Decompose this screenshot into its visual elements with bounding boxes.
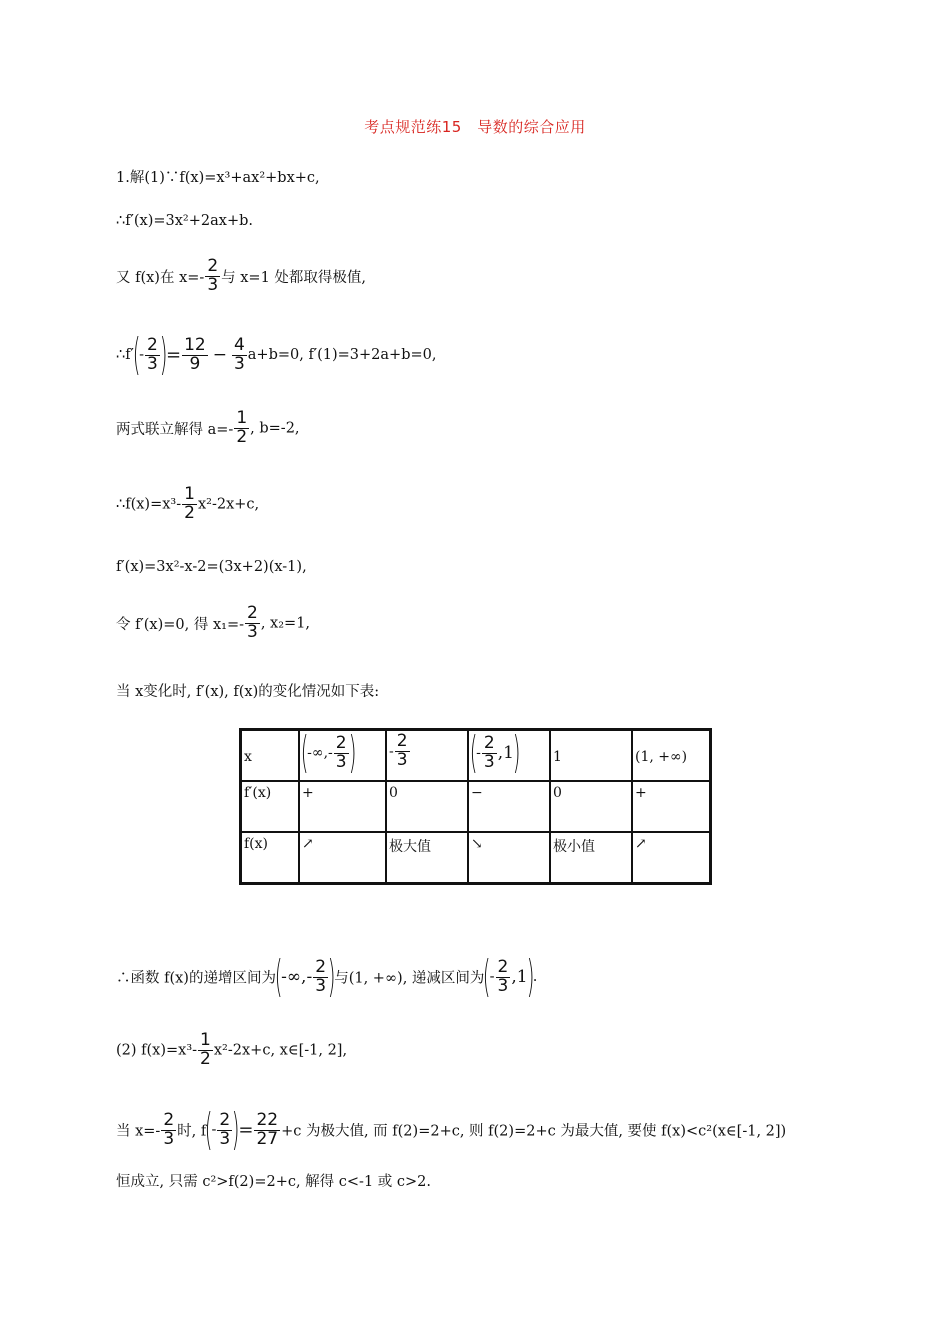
fraction (205, 258, 220, 295)
fraction (245, 605, 260, 642)
fraction (334, 732, 349, 772)
text-segment: ∴f(x)=x³- (116, 496, 182, 513)
fraction (234, 410, 249, 447)
text-segment: 两式联立解得 a=- (116, 421, 234, 438)
fraction-denominator: 3 (146, 353, 158, 374)
neg-inf-text: -∞,- (281, 967, 313, 987)
solution-line-6 (116, 486, 259, 523)
fraction-numerator: 2 (396, 731, 408, 751)
text-segment: (2) f(x)=x³- (116, 1042, 198, 1059)
fraction-denominator: 3 (247, 621, 258, 642)
fraction (313, 956, 328, 996)
fraction-numerator: 1 (184, 484, 195, 504)
table-cell (550, 781, 632, 832)
fraction-numerator: 2 (247, 603, 258, 623)
fraction-denominator: 2 (200, 1048, 211, 1069)
fraction-numerator: 1 (200, 1030, 211, 1050)
text-segment: +c 为极大值, 而 f(2)=2+c, 则 f(2)=2+c 为最大值, 要使 f(x)<c²(x∈[-1, 2]) (281, 1123, 787, 1140)
table-cell (632, 730, 711, 782)
fraction-numerator: 2 (315, 956, 327, 977)
table-cell (632, 781, 711, 832)
fraction-numerator: 2 (207, 256, 219, 276)
fraction-numerator: 2 (163, 1109, 175, 1130)
table-value: 0 (553, 785, 562, 801)
table-value: − (471, 785, 483, 801)
table-cell (386, 832, 468, 884)
fraction (232, 334, 247, 374)
text-segment: . (532, 969, 538, 985)
text-segment: 与 x=1 处都取得极值, (221, 269, 367, 286)
left-paren: ( (469, 727, 478, 778)
right-paren: ) (231, 1104, 240, 1155)
right-paren: ) (526, 951, 535, 1002)
text-segment: ∴f′ (116, 347, 134, 363)
fraction (254, 1109, 280, 1149)
table-cell (386, 730, 468, 782)
fraction-denominator: 27 (256, 1128, 279, 1149)
solution-line-7: f′(x)=3x²-x-2=(3x+2)(x-1), (116, 559, 307, 575)
row-header-x: x (244, 749, 252, 765)
increasing-arrow-icon: ↗ (635, 836, 647, 852)
text-segment: 当 x=- (116, 1123, 161, 1140)
equals-sign: = (165, 344, 182, 366)
table-cell (299, 781, 386, 832)
neg-inf-text: -∞,- (307, 745, 333, 761)
fraction-denominator: 3 (396, 749, 408, 770)
solution-line-2: ∴f′(x)=3x²+2ax+b. (116, 213, 253, 229)
fraction (182, 334, 208, 374)
fraction-denominator: 3 (483, 751, 495, 772)
table-cell (468, 781, 550, 832)
table-cell (632, 832, 711, 884)
table-row (241, 832, 711, 884)
text-segment: a+b=0, f′(1)=3+2a+b=0, (247, 347, 437, 363)
text-segment: x²-2x+c, x∈[-1, 2], (213, 1042, 348, 1059)
table-value: + (635, 785, 647, 801)
text-segment: , x₂=1, (260, 615, 311, 632)
text-segment: ∴函数 f(x)的递增区间为 (116, 970, 276, 987)
fraction-numerator: 2 (146, 334, 158, 355)
fraction-numerator: 4 (233, 334, 245, 355)
left-paren: ( (274, 951, 283, 1002)
neg-sign: - (476, 745, 481, 761)
fraction-numerator: 1 (236, 408, 248, 428)
table-value: 极大值 (389, 839, 431, 855)
table-cell (299, 832, 386, 884)
fraction-denominator: 9 (189, 353, 201, 374)
right-paren: ) (512, 727, 521, 778)
fraction-denominator: 2 (236, 426, 248, 447)
fraction-numerator: 2 (483, 732, 495, 753)
left-paren: ( (132, 329, 141, 380)
table-cell (386, 781, 468, 832)
table-cell (241, 781, 300, 832)
solution-line-4 (116, 329, 437, 380)
equals-sign: = (238, 1119, 254, 1141)
fraction-denominator: 3 (335, 751, 347, 772)
comma-one: ,1 (497, 743, 514, 763)
increasing-arrow-icon: ↗ (302, 836, 314, 852)
table-cell (468, 727, 550, 782)
table-cell (550, 832, 632, 884)
fraction (161, 1109, 176, 1149)
neg-sign: - (211, 1122, 217, 1138)
value-neg-two-thirds (387, 731, 467, 773)
right-paren: ) (348, 727, 357, 778)
right-paren: ) (327, 951, 336, 1002)
table-cell (299, 727, 386, 782)
solution-line-8 (116, 605, 310, 642)
solution-line-1: 1.解(1)∵f(x)=x³+ax²+bx+c, (116, 170, 320, 186)
table-row (241, 730, 711, 782)
fraction-denominator: 3 (207, 274, 219, 295)
table-value: 0 (389, 785, 398, 801)
fraction (482, 732, 497, 772)
fraction (145, 334, 160, 374)
text-segment: 又 f(x)在 x=- (116, 269, 205, 286)
neg-sign: - (489, 969, 495, 985)
interval-to-one (469, 727, 549, 778)
table-cell (241, 832, 300, 884)
text-segment: 令 f′(x)=0, 得 x₁=- (116, 616, 245, 633)
solution-line-10 (116, 951, 538, 1002)
comma-one: ,1 (511, 967, 528, 987)
solution-line-11 (116, 1032, 347, 1069)
row-header-f: f(x) (244, 836, 269, 852)
fraction-denominator: 3 (497, 975, 509, 996)
left-paren: ( (483, 951, 491, 1002)
text-segment: , b=-2, (250, 420, 300, 437)
variation-table (239, 728, 712, 885)
fraction-numerator: 2 (335, 732, 347, 753)
table-value: + (302, 785, 314, 801)
text-segment: 时, f (177, 1123, 207, 1140)
solution-line-5 (116, 410, 300, 447)
fraction-denominator: 3 (163, 1128, 175, 1149)
fraction-numerator: 2 (219, 1109, 231, 1130)
minus-sign: − (212, 345, 227, 365)
left-paren: ( (204, 1104, 213, 1155)
fraction (182, 486, 197, 523)
interval-neg-inf (300, 727, 385, 778)
fraction (395, 733, 410, 770)
fraction (496, 956, 511, 996)
decreasing-arrow-icon: ↘ (471, 836, 483, 852)
fraction-numerator: 22 (256, 1109, 279, 1130)
table-cell (550, 730, 632, 782)
left-paren: ( (300, 727, 309, 778)
solution-line-3 (116, 258, 366, 295)
fraction-numerator: 12 (184, 334, 206, 355)
fraction (217, 1109, 232, 1149)
fraction-denominator: 3 (233, 353, 245, 374)
table-cell (241, 730, 300, 782)
page-title: 考点规范练15 导数的综合应用 (364, 118, 586, 136)
fraction-denominator: 3 (219, 1128, 231, 1149)
text-segment: 与(1, +∞), 递减区间为 (334, 970, 485, 987)
fraction-numerator: 2 (497, 956, 509, 977)
solution-line-9: 当 x变化时, f′(x), f(x)的变化情况如下表: (116, 684, 380, 700)
solution-line-12 (116, 1104, 787, 1155)
table-cell (468, 832, 550, 884)
table-value: 极小值 (553, 839, 595, 855)
fraction (198, 1032, 213, 1069)
right-paren: ) (159, 329, 168, 380)
fraction-denominator: 3 (315, 975, 327, 996)
neg-sign: - (139, 347, 144, 363)
solution-line-13: 恒成立, 只需 c²>f(2)=2+c, 解得 c<-1 或 c>2. (116, 1174, 432, 1190)
neg-sign: - (389, 743, 394, 760)
row-header-fprime: f′(x) (244, 785, 272, 801)
interval-one-inf: (1, +∞) (635, 749, 688, 765)
value-one: 1 (553, 749, 562, 765)
text-segment: x²-2x+c, (197, 496, 260, 513)
fraction-denominator: 2 (184, 502, 195, 523)
table-row (241, 781, 711, 832)
